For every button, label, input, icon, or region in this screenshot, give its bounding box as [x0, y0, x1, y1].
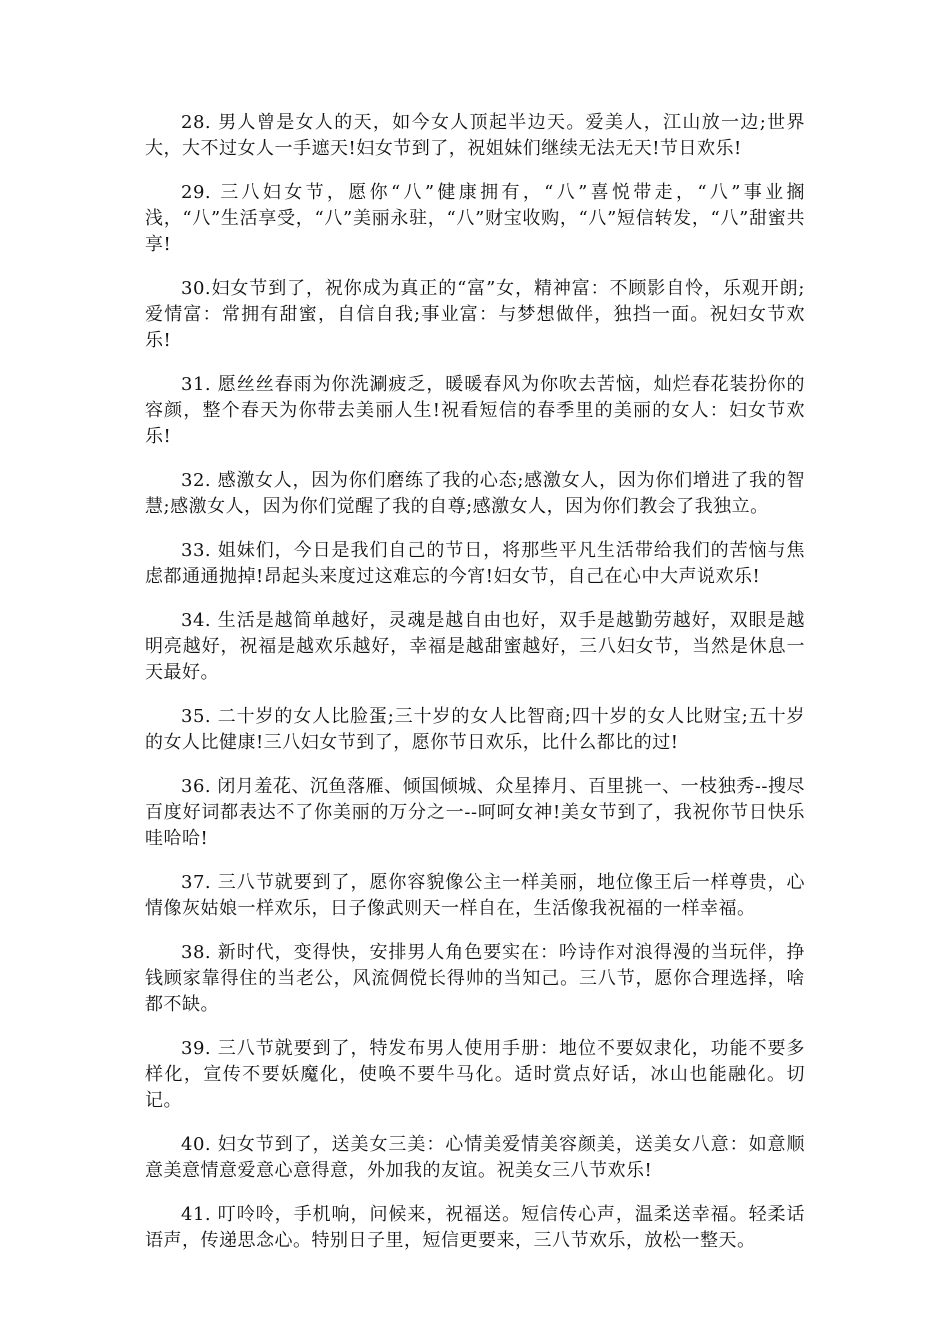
- paragraph-40: 40. 妇女节到了，送美女三美：心情美爱情美容颜美，送美女八意：如意顺意美意情意爱意心意得意，外加我的友谊。祝美女三八节欢乐!: [145, 1134, 805, 1181]
- paragraph-39: 39. 三八节就要到了，特发布男人使用手册：地位不要奴隶化，功能不要多样化，宣传不要妖魔化，使唤不要牛马化。适时赏点好话，冰山也能融化。切记。: [145, 1038, 805, 1111]
- paragraph-35: 35. 二十岁的女人比脸蛋;三十岁的女人比智商;四十岁的女人比财宝;五十岁的女人比健康!三八妇女节到了，愿你节日欢乐，比什么都比的过!: [145, 706, 805, 753]
- paragraph-32: 32. 感激女人，因为你们磨练了我的心态;感激女人，因为你们增进了我的智慧;感激女人，因为你们觉醒了我的自尊;感激女人，因为你们教会了我独立。: [145, 470, 805, 517]
- paragraph-34: 34. 生活是越简单越好，灵魂是越自由也好，双手是越勤劳越好，双眼是越明亮越好，祝福是越欢乐越好，幸福是越甜蜜越好，三八妇女节，当然是休息一天最好。: [145, 610, 805, 683]
- paragraph-41: 41. 叮呤呤，手机响，问候来，祝福送。短信传心声，温柔送幸福。轻柔话语声，传递思念心。特别日子里，短信更要来，三八节欢乐，放松一整天。: [145, 1204, 805, 1251]
- paragraph-29: 29. 三八妇女节，愿你“八”健康拥有，“八”喜悦带走，“八”事业搁浅，“八”生活享受，“八”美丽永驻，“八”财宝收购，“八”短信转发，“八”甜蜜共享!: [145, 182, 805, 255]
- paragraph-33: 33. 姐妹们，今日是我们自己的节日，将那些平凡生活带给我们的苦恼与焦虑都通通抛掉!昂起头来度过这难忘的今宵!妇女节，自己在心中大声说欢乐!: [145, 540, 805, 587]
- paragraph-28: 28. 男人曾是女人的天，如今女人顶起半边天。爱美人，江山放一边;世界大，大不过女人一手遮天!妇女节到了，祝姐妹们继续无法无天!节日欢乐!: [145, 112, 805, 159]
- paragraph-38: 38. 新时代，变得快，安排男人角色要实在：吟诗作对浪得漫的当玩伴，挣钱顾家靠得住的当老公，风流倜傥长得帅的当知己。三八节，愿你合理选择，啥都不缺。: [145, 942, 805, 1015]
- paragraph-31: 31. 愿丝丝春雨为你洗涮疲乏，暖暖春风为你吹去苦恼，灿烂春花装扮你的容颜，整个春天为你带去美丽人生!祝看短信的春季里的美丽的女人：妇女节欢乐!: [145, 374, 805, 447]
- document-body: [145, 110, 805, 1272]
- paragraph-37: 37. 三八节就要到了，愿你容貌像公主一样美丽，地位像王后一样尊贵，心情像灰姑娘一样欢乐，日子像武则天一样自在，生活像我祝福的一样幸福。: [145, 872, 805, 919]
- paragraph-30: 30.妇女节到了，祝你成为真正的“富”女，精神富：不顾影自怜，乐观开朗;爱情富：常拥有甜蜜，自信自我;事业富：与梦想做伴，独挡一面。祝妇女节欢乐!: [145, 278, 805, 351]
- paragraph-36: 36. 闭月羞花、沉鱼落雁、倾国倾城、众星捧月、百里挑一、一枝独秀--搜尽百度好词都表达不了你美丽的万分之一--呵呵女神!美女节到了，我祝你节日快乐哇哈哈!: [145, 776, 805, 849]
